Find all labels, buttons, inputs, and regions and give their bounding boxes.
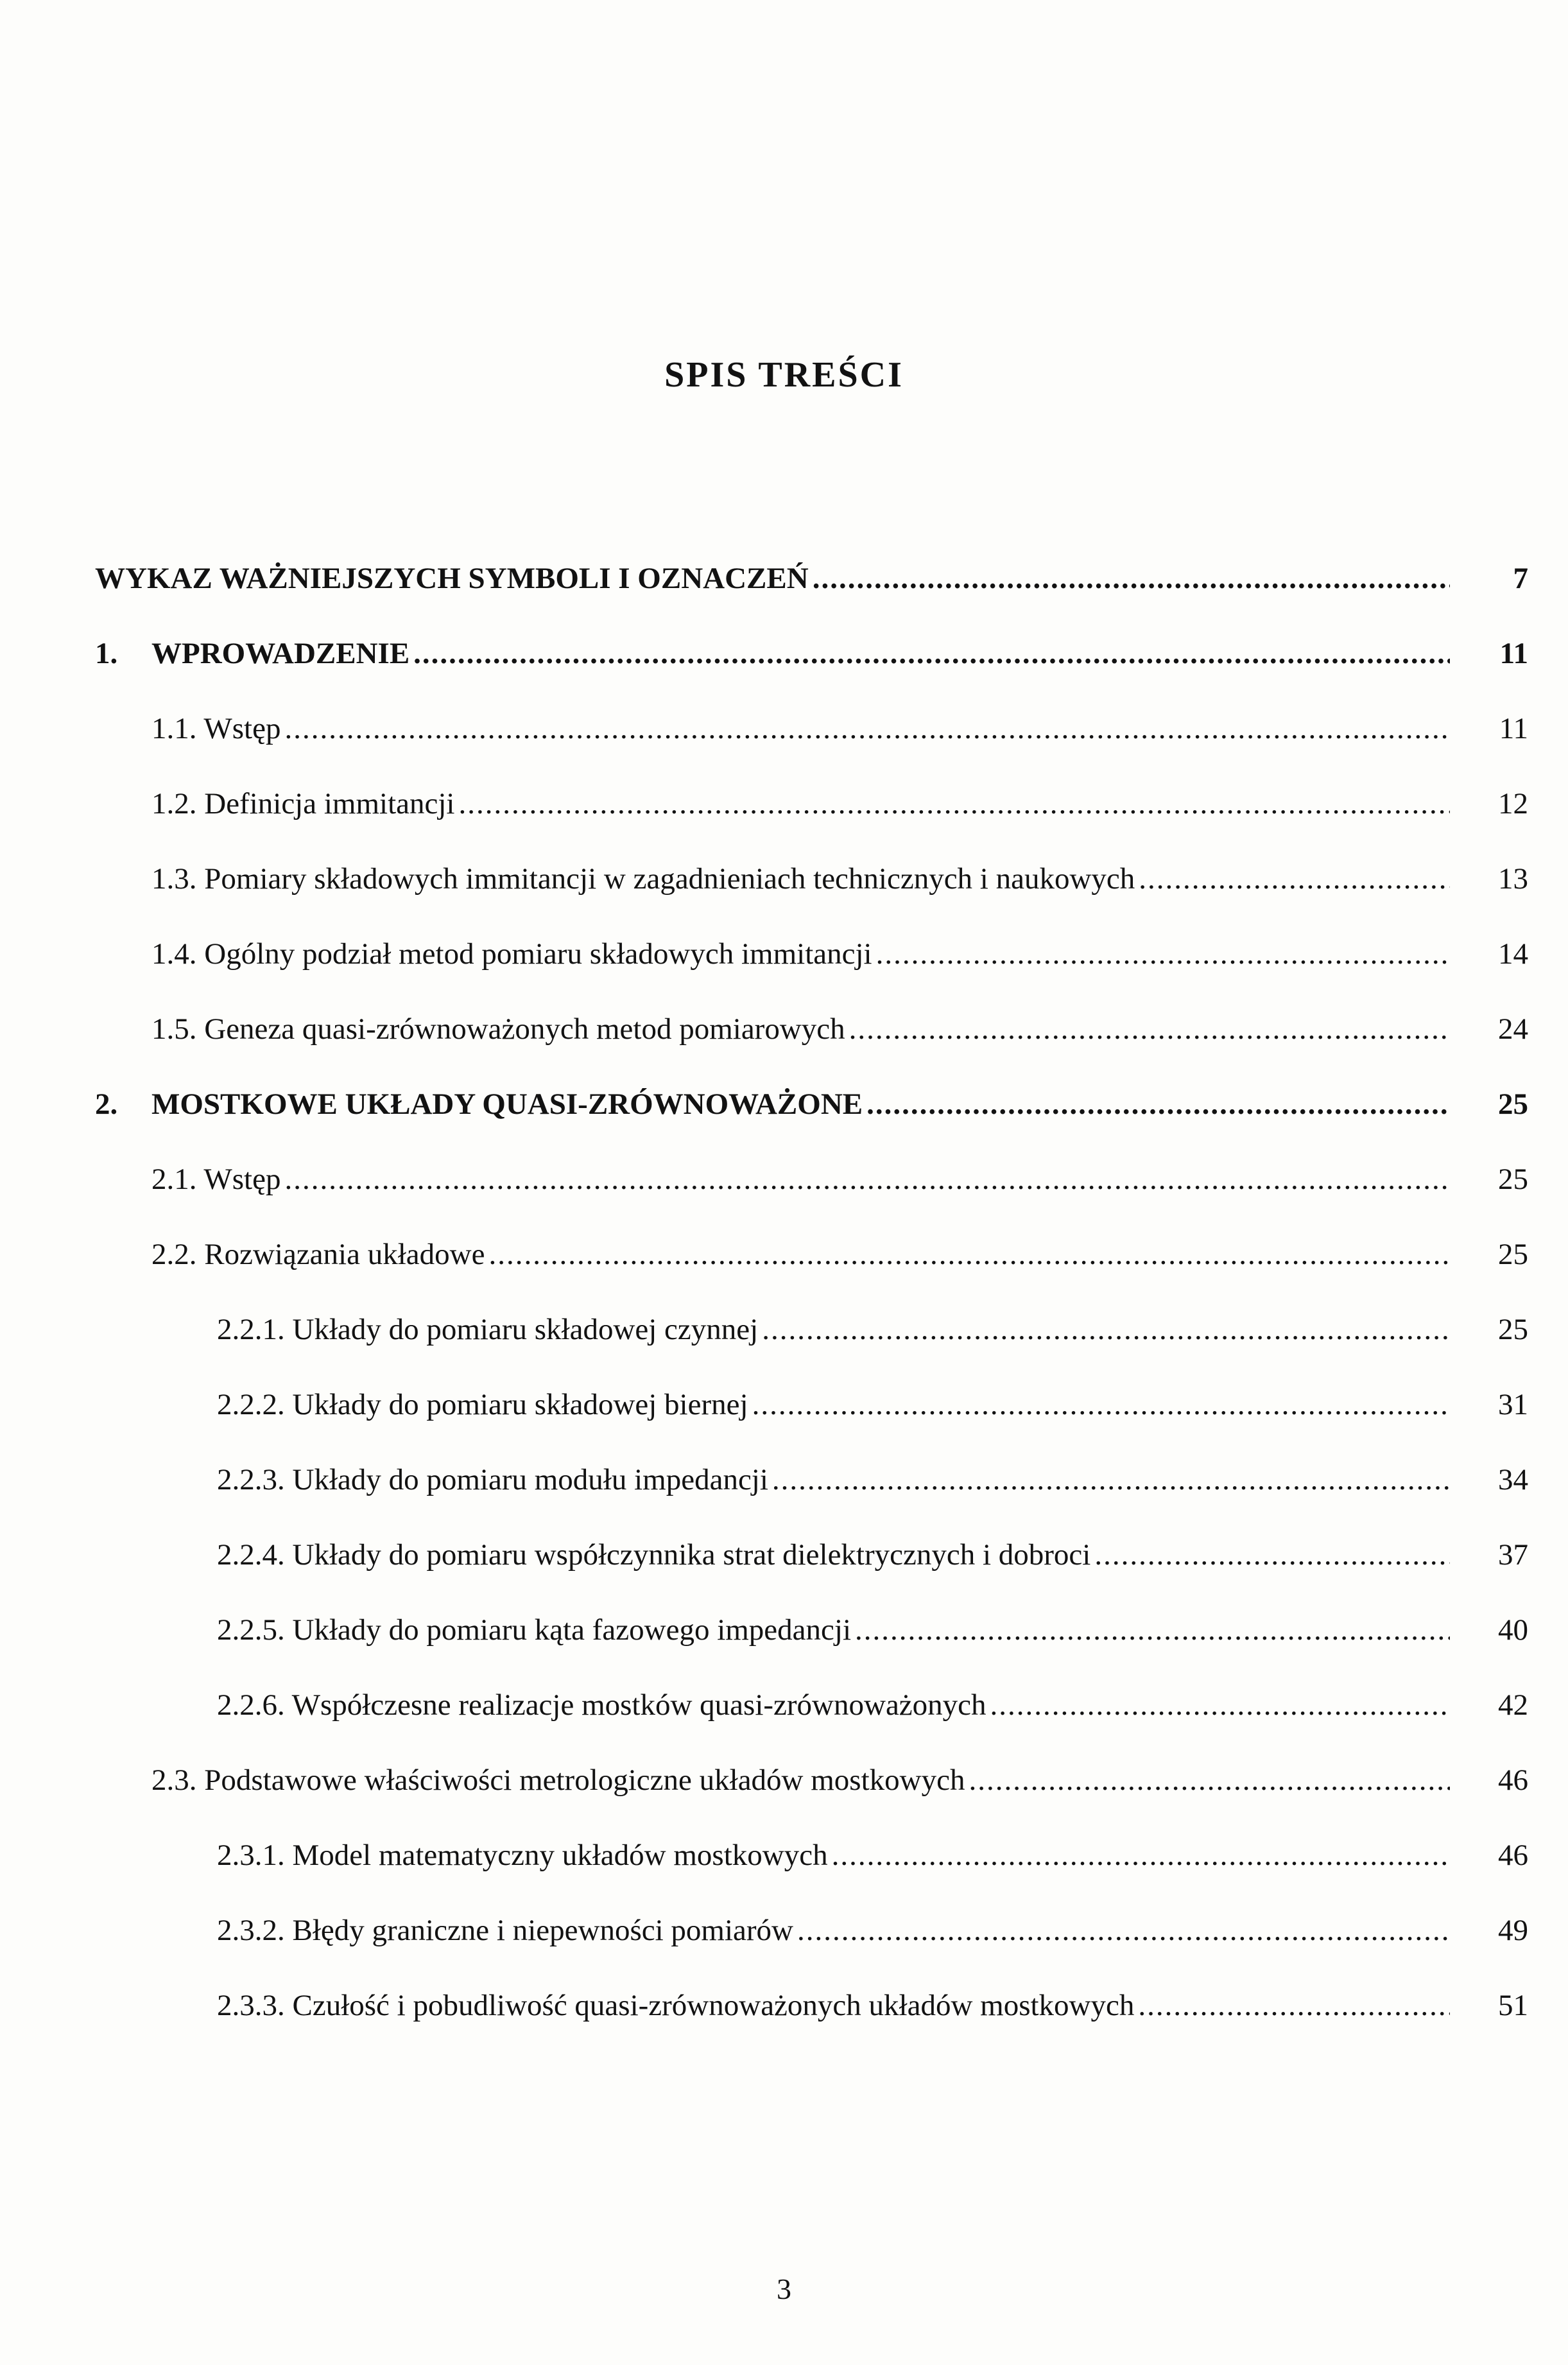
toc-leader-dots bbox=[1139, 862, 1450, 896]
toc-entry-label: 1.1. Wstęp bbox=[151, 712, 281, 745]
toc-entry-page: 25 bbox=[1498, 1238, 1528, 1271]
toc-entry-page: 11 bbox=[1499, 637, 1528, 670]
toc-entry-page: 31 bbox=[1498, 1388, 1528, 1421]
toc-entry-label: 2.2.5. Układy do pomiaru kąta fazowego impedancji bbox=[217, 1613, 852, 1647]
toc-entry bbox=[95, 1087, 1528, 1162]
toc-entry-page: 46 bbox=[1498, 1763, 1528, 1797]
toc-entry-label: 2.3.1. Model matematyczny układów mostkowych bbox=[217, 1839, 828, 1872]
toc-entry-label: 1.4. Ogólny podział metod pomiaru składowych immitancji bbox=[151, 937, 872, 971]
page-number: 3 bbox=[777, 2273, 791, 2305]
toc-leader-dots bbox=[413, 636, 1450, 671]
toc-entry-label: 2.2. Rozwiązania układowe bbox=[151, 1238, 485, 1271]
toc-entry bbox=[95, 1312, 1528, 1387]
toc-entry bbox=[95, 636, 1528, 711]
toc-entry-page: 25 bbox=[1498, 1087, 1528, 1121]
toc-entry-page: 24 bbox=[1498, 1012, 1528, 1046]
toc-entry-number: 2. bbox=[95, 1087, 118, 1121]
toc-entry-label: 1.3. Pomiary składowych immitancji w zagadnieniach technicznych i naukowych bbox=[151, 862, 1135, 896]
toc-entry-number: 1. bbox=[95, 637, 118, 670]
toc-entry bbox=[95, 1387, 1528, 1462]
toc-leader-dots bbox=[849, 1012, 1450, 1046]
toc-leader-dots bbox=[284, 1162, 1450, 1197]
toc-entry-page: 49 bbox=[1498, 1914, 1528, 1947]
toc-entry bbox=[95, 1462, 1528, 1538]
toc-leader-dots bbox=[762, 1312, 1450, 1347]
toc-entry-label: 1.5. Geneza quasi-zrównoważonych metod pomiarowych bbox=[151, 1012, 845, 1046]
toc-entry bbox=[95, 1763, 1528, 1838]
toc-entry-label: 2.2.1. Układy do pomiaru składowej czynnej bbox=[217, 1313, 759, 1346]
toc-leader-dots bbox=[813, 561, 1450, 596]
toc-entry bbox=[95, 1913, 1528, 1988]
toc-leader-dots bbox=[772, 1462, 1450, 1497]
toc-entry-label: 2.3. Podstawowe właściwości metrologiczne układów mostkowych bbox=[151, 1763, 965, 1797]
toc-entry bbox=[95, 711, 1528, 786]
toc-leader-dots bbox=[876, 937, 1450, 971]
toc-entry bbox=[95, 1613, 1528, 1688]
toc-list bbox=[95, 561, 1528, 2063]
toc-entry-page: 25 bbox=[1498, 1163, 1528, 1196]
toc-entry bbox=[95, 937, 1528, 1012]
toc-entry-page: 42 bbox=[1498, 1688, 1528, 1722]
toc-entry-label: 2.3.3. Czułość i pobudliwość quasi-zrównoważonych układów mostkowych bbox=[217, 1989, 1135, 2022]
toc-entry-page: 40 bbox=[1498, 1613, 1528, 1647]
toc-entry-label: WPROWADZENIE bbox=[151, 637, 410, 670]
toc-leader-dots bbox=[797, 1913, 1450, 1948]
toc-entry-page: 46 bbox=[1498, 1839, 1528, 1872]
toc-entry-page: 25 bbox=[1498, 1313, 1528, 1346]
toc-entry-label: 2.1. Wstęp bbox=[151, 1163, 281, 1196]
toc-entry-page: 37 bbox=[1498, 1538, 1528, 1572]
toc-leader-dots bbox=[855, 1613, 1450, 1647]
toc-entry bbox=[95, 862, 1528, 937]
toc-entry-page: 14 bbox=[1498, 937, 1528, 971]
toc-entry-page: 51 bbox=[1498, 1989, 1528, 2022]
toc-leader-dots bbox=[969, 1763, 1450, 1798]
toc-title: SPIS TREŚCI bbox=[664, 355, 904, 395]
toc-entry bbox=[95, 1012, 1528, 1087]
toc-entry-label: WYKAZ WAŻNIEJSZYCH SYMBOLI I OZNACZEŃ bbox=[95, 562, 809, 595]
toc-leader-dots bbox=[832, 1838, 1450, 1873]
toc-leader-dots bbox=[458, 786, 1450, 821]
toc-entry bbox=[95, 1162, 1528, 1237]
toc-leader-dots bbox=[866, 1087, 1450, 1122]
toc-entry-label: 2.2.6. Współczesne realizacje mostków quasi-zrównoważonych bbox=[217, 1688, 986, 1722]
toc-leader-dots bbox=[488, 1237, 1450, 1272]
toc-entry-page: 11 bbox=[1499, 712, 1528, 745]
toc-entry-label: 2.3.2. Błędy graniczne i niepewności pomiarów bbox=[217, 1914, 793, 1947]
toc-leader-dots bbox=[1094, 1538, 1450, 1572]
toc-entry bbox=[95, 1538, 1528, 1613]
toc-entry-label: 2.2.4. Układy do pomiaru współczynnika strat dielektrycznych i dobroci bbox=[217, 1538, 1091, 1572]
toc-entry-page: 34 bbox=[1498, 1463, 1528, 1496]
toc-entry-label: 2.2.2. Układy do pomiaru składowej biernej bbox=[217, 1388, 748, 1421]
toc-leader-dots bbox=[1138, 1988, 1450, 2023]
toc-entry-page: 7 bbox=[1513, 562, 1528, 595]
toc-entry bbox=[95, 1688, 1528, 1763]
toc-leader-dots bbox=[990, 1688, 1450, 1722]
toc-entry bbox=[95, 786, 1528, 862]
toc-entry-page: 12 bbox=[1498, 787, 1528, 820]
toc-entry-page: 13 bbox=[1498, 862, 1528, 896]
toc-entry-label: MOSTKOWE UKŁADY QUASI-ZRÓWNOWAŻONE bbox=[151, 1087, 863, 1121]
toc-entry bbox=[95, 1838, 1528, 1913]
toc-leader-dots bbox=[752, 1387, 1450, 1422]
toc-entry bbox=[95, 1237, 1528, 1312]
toc-entry-label: 1.2. Definicja immitancji bbox=[151, 787, 455, 820]
toc-entry bbox=[95, 561, 1528, 636]
toc-leader-dots bbox=[284, 711, 1450, 746]
toc-entry bbox=[95, 1988, 1528, 2063]
toc-entry-label: 2.2.3. Układy do pomiaru modułu impedancji bbox=[217, 1463, 768, 1496]
